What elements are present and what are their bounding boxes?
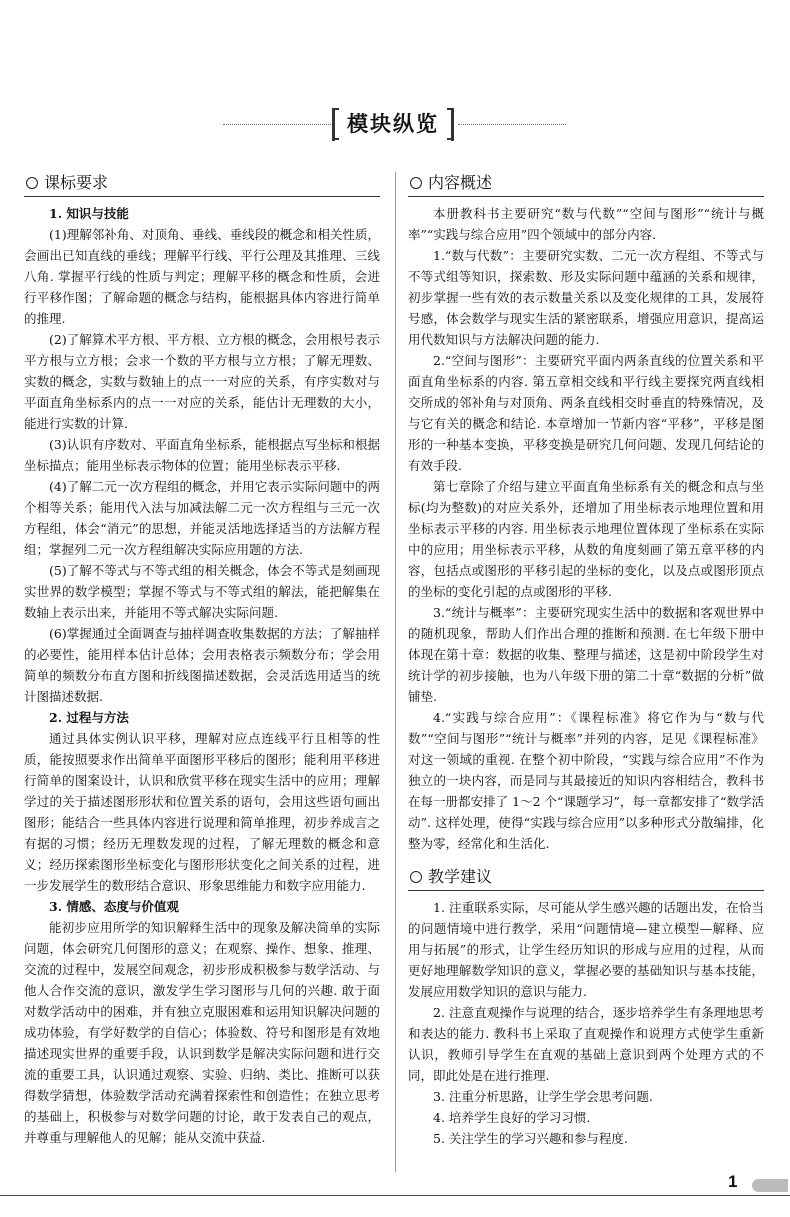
section-heading-text: 课标要求 — [44, 173, 109, 192]
section-heading-curriculum — [24, 170, 380, 197]
circle-bullet-icon — [26, 177, 38, 189]
section-heading-text: 教学建议 — [428, 867, 493, 886]
paragraph: 3. 注重分析思路，让学生学会思考问题. — [433, 1089, 653, 1104]
teaching-paragraphs — [408, 897, 764, 1149]
column-divider — [395, 172, 396, 1172]
paragraph: 本册教科书主要研究“数与代数”“空间与图形”“统计与概率”“实践与综合应用”四个领域中的部分内容. — [408, 206, 764, 242]
page-tab-decoration — [752, 1179, 788, 1192]
footer-rule — [0, 1195, 790, 1196]
paragraph: 通过具体实例认识平移，理解对应点连线平行且相等的性质，能按照要求作出简单平面图形平移后的图形；能利用平移进行简单的图案设计，认识和欣赏平移在现实生活中的应用；理解学过的关于描述图形形状和位置关系的语句，会用这些语句画出图形；能结合一些具体内容进行说理和简单推理，初步养成言之有据的习惯；经历无理数发现的过程，了解无理数的概念和意义；经历探索图形坐标变化与图形形状变化之间关系的过程，进一步发展学生的数形结合意识、形象思维能力和数字应用能力. — [24, 731, 380, 893]
curriculum-paragraphs — [24, 203, 380, 1148]
paragraph: 1.“数与代数”：主要研究实数、二元一次方程组、不等式与不等式组等知识，探索数、形及实际问题中蕴涵的关系和规律，初步掌握一些有效的表示数量关系以及变化规律的工具，发展符号感，体会数学与现实生活的紧密联系，增强应用意识，提高运用代数知识与方法解决问题的能力. — [408, 248, 764, 347]
paragraph: 第七章除了介绍与建立平面直角坐标系有关的概念和点与坐标(均为整数)的对应关系外，还增加了用坐标表示地理位置和用坐标表示平移的内容. 用坐标表示地理位置体现了坐标系在实际中的应用；用坐标表示平移，从数的角度刻画了第五章平移的内容，包括点或图形的平移引起的坐标的变化，以及点或图形顶点的坐标的变化引起的点或图形的平移. — [408, 479, 764, 599]
title-dotted-rule-left — [223, 124, 331, 125]
left-column — [24, 170, 380, 1148]
right-column — [408, 170, 764, 1149]
page-title: 模块纵览 — [332, 109, 454, 141]
circle-bullet-icon — [410, 871, 422, 883]
section-heading-teaching — [408, 864, 764, 891]
subheading: 3. 情感、态度与价值观 — [49, 899, 179, 914]
paragraph: 1. 注重联系实际，尽可能从学生感兴趣的话题出发，在恰当的问题情境中进行教学，采用“问题情境—建立模型—解释、应用与拓展”的形式，让学生经历知识的形成与应用的过程，从而更好地理解数学知识的意义，掌握必要的基础知识与基本技能，发展应用数学知识的意识与能力. — [408, 900, 764, 999]
paragraph: (1)理解邻补角、对顶角、垂线、垂线段的概念和相关性质，会画出已知直线的垂线；理解平行线、平行公理及其推理、三线八角. 掌握平行线的性质与判定；理解平移的概念和性质，会进行平移作图；了解命题的概念与结构，能根据具体内容进行简单的推理. — [24, 227, 380, 326]
paragraph: 4. 培养学生良好的学习习惯. — [433, 1110, 591, 1125]
paragraph: (3)认识有序数对、平面直角坐标系，能根据点写坐标和根据坐标描点；能用坐标表示物体的位置；能用坐标表示平移. — [24, 437, 380, 473]
content-paragraphs — [408, 203, 764, 854]
paragraph: 3.“统计与概率”：主要研究现实生活中的数据和客观世界中的随机现象，帮助人们作出合理的推断和预测. 在七年级下册中体现在第十章：数据的收集、整理与描述，这是初中阶段学生对统计学的初步接触，也为八年级下册的第二十章“数据的分析”做铺垫. — [408, 605, 764, 704]
title-dotted-rule-right — [458, 124, 566, 125]
paragraph: (5)了解不等式与不等式组的相关概念，体会不等式是刻画现实世界的数学模型；掌握不等式与不等式组的解法，能把解集在数轴上表示出来，并能用不等式解决实际问题. — [24, 563, 380, 620]
module-title-row — [0, 107, 790, 143]
subheading: 1. 知识与技能 — [49, 206, 129, 221]
paragraph: 能初步应用所学的知识解释生活中的现象及解决简单的实际问题，体会研究几何图形的意义；在观察、操作、想象、推理、交流的过程中，发展空间观念，初步形成积极参与数学活动、与他人合作交流的意识，激发学生学习图形与几何的兴趣. 敢于面对数学活动中的困难，并有独立克服困难和运用知识解决问题的成功体验，有学好数学的自信心；体验数、符号和图形是有效地描述现实世界的重要手段，认识到数学是解决实际问题和进行交流的重要工具，认识通过观察、实验、归纳、类比、推断可以获得数学猜想，体验数学活动充满着探索性和创造性；在独立思考的基础上，积极参与对数学问题的讨论，敢于发表自己的观点，并尊重与理解他人的见解；能从交流中获益. — [24, 920, 380, 1145]
paragraph: 4.“实践与综合应用”：《课程标准》将它作为与“数与代数”“空间与图形”“统计与概率”并列的内容，足见《课程标准》对这一领域的重视. 在整个初中阶段，“实践与综合应用”不作为独立的一块内容，而是同与其最接近的知识内容相结合，教科书在每一册都安排了 1～2 个“课题学习”，每一章都安排了“数学活动”. 这样处理，使得“实践与综合应用”以多种形式分散编排，化整为零，经常化和生活化. — [408, 710, 764, 851]
section-heading-content — [408, 170, 764, 197]
circle-bullet-icon — [410, 177, 422, 189]
paragraph: 5. 关注学生的学习兴趣和参与程度. — [433, 1131, 628, 1146]
paragraph: (6)掌握通过全面调查与抽样调查收集数据的方法；了解抽样的必要性，能用样本估计总体；会用表格表示频数分布；学会用简单的频数分布直方图和折线图描述数据，会灵活选用适当的统计图描述数据. — [24, 626, 380, 704]
section-heading-text: 内容概述 — [428, 173, 493, 192]
paragraph: (4)了解二元一次方程组的概念，并用它表示实际问题中的两个相等关系；能用代入法与加减法解二元一次方程组与三元一次方程组，体会“消元”的思想，并能灵活地选择适当的方法解方程组；掌握列二元一次方程组解决实际应用题的方法. — [24, 479, 380, 557]
page-number: 1 — [728, 1172, 738, 1191]
paragraph: (2)了解算术平方根、平方根、立方根的概念，会用根号表示平方根与立方根；会求一个数的平方根与立方根；了解无理数、实数的概念，实数与数轴上的点一一对应的关系，有序实数对与平面直角坐标系内的点一一对应的关系，能估计无理数的大小，能进行实数的计算. — [24, 332, 380, 431]
paragraph: 2. 注意直观操作与说理的结合，逐步培养学生有条理地思考和表达的能力. 教科书上采取了直观操作和说理方式使学生重新认识，教师引导学生在直观的基础上意识到两个处理方式的不同，即此处是在进行推理. — [408, 1005, 764, 1083]
paragraph: 2.“空间与图形”：主要研究平面内两条直线的位置关系和平面直角坐标系的内容. 第五章相交线和平行线主要探究两直线相交所成的邻补角与对顶角、两条直线相交时垂直的特殊情况，及与它有关的概念和结论. 本章增加一节新内容“平移”，平移是图形的一种基本变换，平移变换是研究几何问题、发现几何结论的有效手段. — [408, 353, 764, 473]
subheading: 2. 过程与方法 — [49, 710, 129, 725]
